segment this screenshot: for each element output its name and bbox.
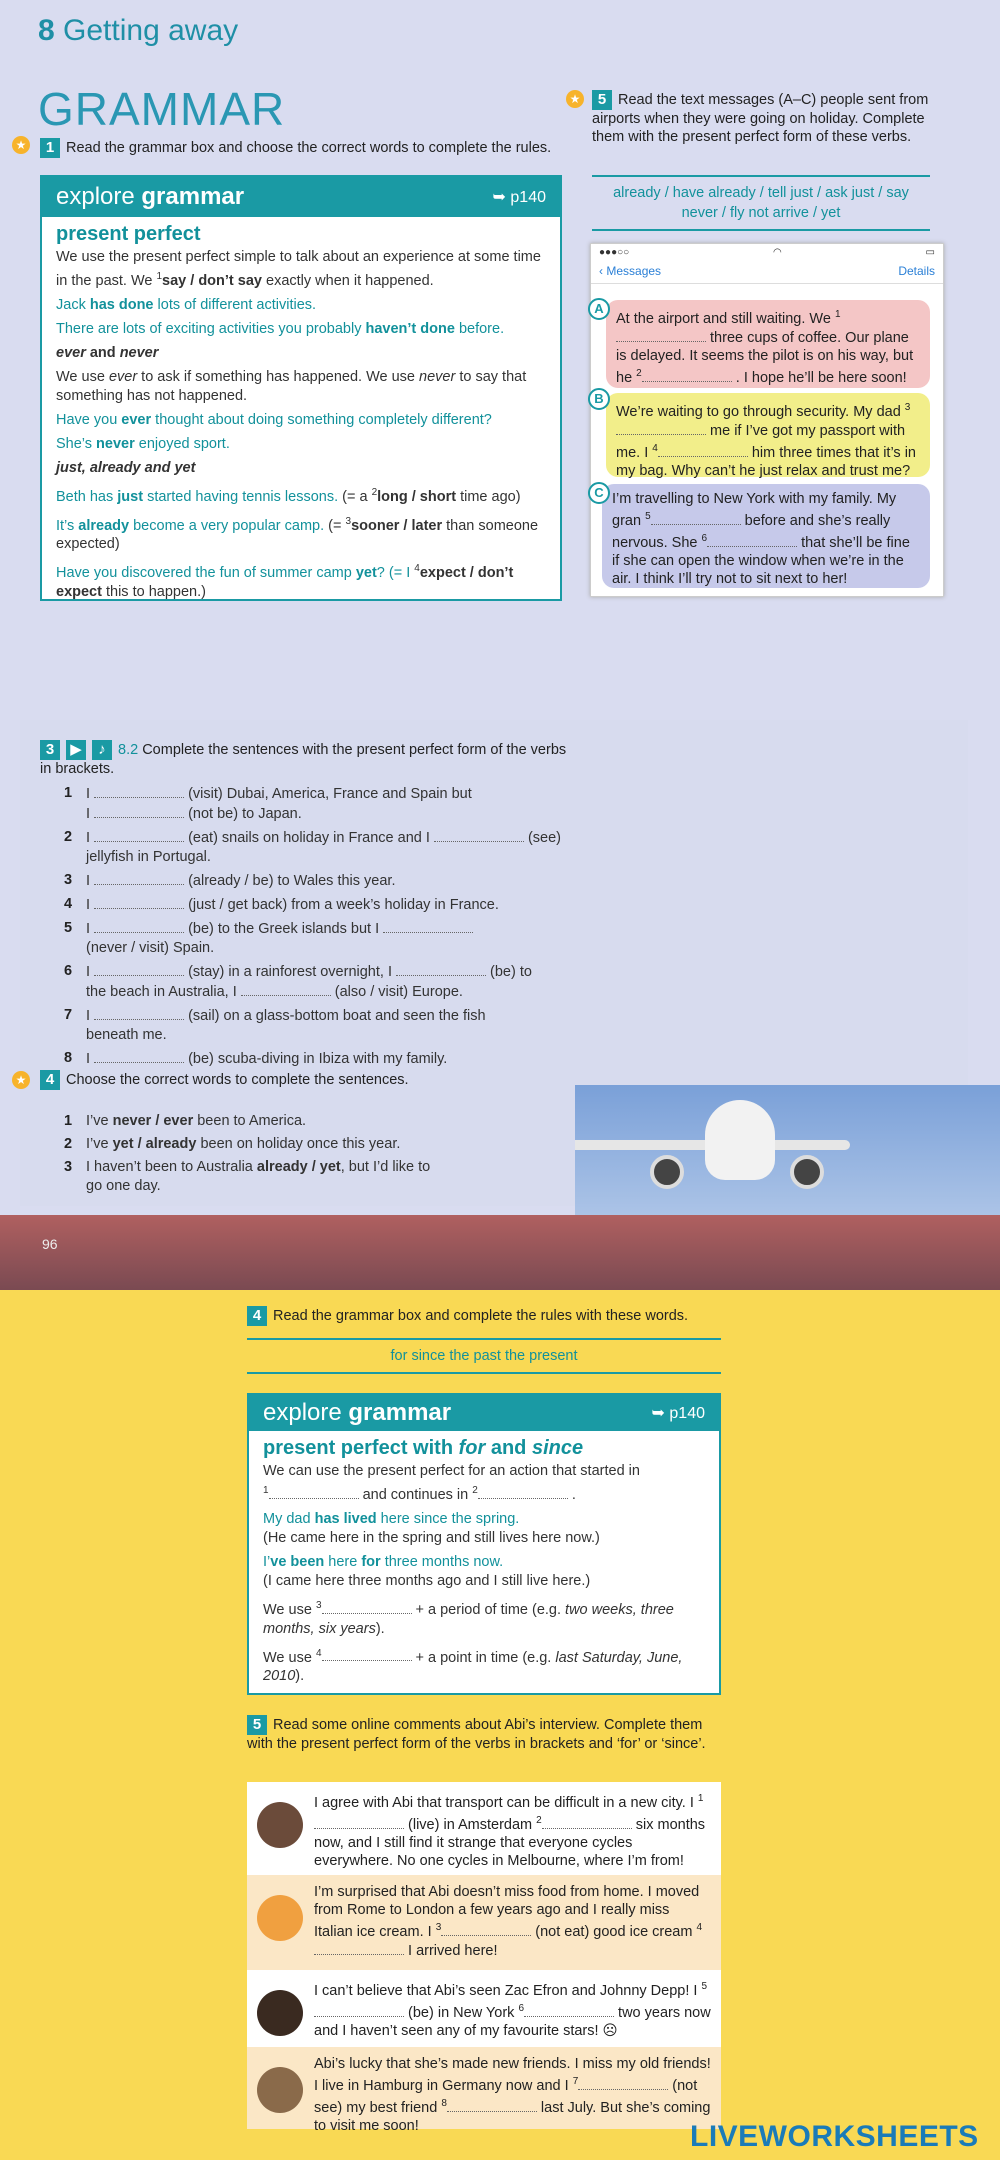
audio-icon[interactable]: ♪ — [92, 740, 112, 760]
exercise-3-list — [64, 784, 584, 1073]
blank-2[interactable] — [642, 368, 732, 382]
blank-4[interactable] — [658, 443, 748, 457]
list-item: 6 I (stay) in a rainforest overnight, I (be) to the beach in Australia, I (also / visit) Europe. — [64, 963, 532, 1000]
grammar-box-header: explore grammar ➥ p140 — [249, 1395, 719, 1431]
blank-3[interactable] — [616, 421, 706, 435]
phone-nav-bar — [591, 262, 943, 284]
message-letter-c: C — [588, 482, 610, 504]
star-icon: ★ — [12, 136, 30, 154]
list-item: 7 I (sail) on a glass-bottom boat and seen the fish beneath me. — [64, 1007, 486, 1043]
message-a: At the airport and still waiting. We $^1$ three cups of coffee. Our plane is delayed. It seems the pilot is on his way, but he $^2$ . I hope he’ll be here soon! — [606, 300, 930, 388]
blank-8[interactable] — [447, 2098, 537, 2112]
blank-2[interactable] — [542, 1815, 632, 1829]
example-f: It’s already become a very popular camp. (= $^3$sooner / later than someone expected) — [56, 515, 539, 553]
answer-blank[interactable] — [94, 871, 184, 885]
choice-1[interactable]: say / don’t say — [162, 272, 262, 289]
answer-blank[interactable] — [94, 1006, 184, 1020]
example-a: My dad has lived here since the spring. (He came here in the spring and still lives here now.) — [263, 1510, 600, 1546]
example-d: She’s never enjoyed sport. — [56, 435, 230, 452]
exercise-1-instruction: 1 Read the grammar box and choose the correct words to complete the rules. — [40, 138, 560, 158]
rule-3: We use $^4$ + a point in time (e.g. last Saturday, June, 2010). — [263, 1647, 683, 1685]
list-item: 3 I (already / be) to Wales this year. — [64, 872, 396, 889]
choice-4[interactable]: expect / don’t expect — [56, 565, 514, 601]
answer-blank[interactable] — [94, 895, 184, 909]
choice[interactable]: never / ever — [112, 1113, 194, 1129]
runway-ground — [0, 1215, 1000, 1290]
grammar-subtitle: present perfect — [56, 223, 201, 245]
answer-blank[interactable] — [94, 919, 184, 933]
star-icon: ★ — [566, 90, 584, 108]
answer-blank[interactable] — [94, 804, 184, 818]
grammar-box-header: explore grammar ➥ p140 — [42, 177, 560, 217]
answer-blank[interactable] — [434, 828, 524, 842]
answer-blank[interactable] — [94, 962, 184, 976]
message-letter-b: B — [588, 388, 610, 410]
choice[interactable]: yet / already — [112, 1136, 197, 1152]
message-letter-a: A — [588, 298, 610, 320]
exercise-5b-instruction: 5 Read some online comments about Abi’s interview. Complete them with the present perfect form of the verbs in brackets and ‘for’ or ‘since’. — [247, 1716, 706, 1752]
exercise-4b-instruction: 4 Read the grammar box and complete the rules with these words. — [247, 1306, 727, 1326]
blank-6[interactable] — [524, 2003, 614, 2017]
choice-3[interactable]: sooner / later — [351, 517, 443, 534]
exercise-5a-instruction: 5 Read the text messages (A–C) people sent from airports when they were going on holiday. Complete them with the present perfect form of these verbs. — [592, 91, 929, 145]
list-item: 3 I haven’t been to Australia already / yet, but I’d like to go one day. — [64, 1159, 431, 1194]
answer-blank[interactable] — [383, 919, 473, 933]
blank-1[interactable] — [314, 1815, 404, 1829]
blank-7[interactable] — [578, 2076, 668, 2090]
answer-blank[interactable] — [241, 982, 331, 996]
word-box-verbs: already / have already / tell just / ask just / say never / fly not arrive / yet — [592, 175, 930, 231]
video-icon[interactable]: ▶ — [66, 740, 86, 760]
star-icon: ★ — [12, 1071, 30, 1089]
list-item: 4 I (just / get back) from a week’s holiday in France. — [64, 896, 499, 913]
blank-1[interactable] — [616, 328, 706, 342]
answer-blank[interactable] — [94, 1049, 184, 1063]
chevron-left-icon: ‹ — [599, 264, 607, 278]
engine-icon — [650, 1155, 684, 1189]
list-item: 2 I’ve yet / already been on holiday once this year. — [64, 1136, 401, 1152]
exercise-4a-list — [64, 1112, 444, 1200]
example-b: I’ve been here for three months now. (I came here three months ago and I still live here.) — [263, 1553, 591, 1589]
grammar-subtitle: present perfect with for and since — [263, 1437, 584, 1459]
rule-2: We use ever to ask if something has happened. We use never to say that something has not happened. — [56, 368, 527, 404]
blank-5[interactable] — [651, 511, 741, 525]
comment-4: Abi’s lucky that she’s made new friends. I miss my old friends! I live in Hamburg in Germany now and I $^7$ (not see) my best friend $^8$ last July. But she’s coming to visit me soon! — [247, 2047, 721, 2129]
details-button[interactable]: Details — [898, 264, 935, 278]
comment-2: I’m surprised that Abi doesn’t miss food from home. I moved from Rome to London a few years ago and I really miss Italian ice cream. I $^3$ (not eat) good ice cream $^4$ I arrived here! — [247, 1875, 721, 1970]
avatar — [257, 2067, 303, 2113]
unit-title: 8 Getting away — [38, 14, 239, 47]
choice[interactable]: already / yet — [256, 1159, 341, 1175]
exercise-4a-instruction: 4 Choose the correct words to complete the sentences. — [40, 1070, 560, 1090]
blank-5[interactable] — [314, 2003, 404, 2017]
blank-2[interactable] — [478, 1485, 568, 1499]
blank-3[interactable] — [441, 1922, 531, 1936]
list-item: 5 I (be) to the Greek islands but I (never / visit) Spain. — [64, 919, 584, 958]
grammar-box-present-perfect — [40, 175, 562, 601]
blank-6[interactable] — [707, 533, 797, 547]
avatar — [257, 1895, 303, 1941]
message-b: We’re waiting to go through security. My dad $^3$ me if I’ve got my passport with me. I $^4$ him three times that it’s in my bag. Why can’t he just relax and trust me? — [606, 393, 930, 477]
section-heading: GRAMMAR — [38, 83, 286, 135]
page-number: 96 — [42, 1236, 58, 1252]
example-g: Have you discovered the fun of summer camp yet? (= I $^4$expect / don’t expect this to happen.) — [56, 563, 514, 601]
example-b: There are lots of exciting activities you probably haven’t done before. — [56, 320, 505, 337]
answer-blank[interactable] — [396, 962, 486, 976]
avatar — [257, 1990, 303, 2036]
choice-2[interactable]: long / short — [377, 488, 457, 505]
page-reference-link[interactable]: ➥ p140 — [651, 1405, 705, 1422]
signal-icon: ●●●○○ — [599, 247, 630, 258]
page-reference-link[interactable]: ➥ p140 — [492, 189, 546, 206]
airplane-icon — [705, 1100, 775, 1180]
blank-3[interactable] — [322, 1600, 412, 1614]
back-button[interactable]: ‹ Messages — [599, 264, 662, 278]
avatar — [257, 1802, 303, 1848]
answer-blank[interactable] — [94, 784, 184, 798]
engine-icon — [790, 1155, 824, 1189]
rule-1: We can use the present perfect for an action that started in $^1$ and continues in $^2$ . — [263, 1463, 640, 1503]
list-item: 1 I’ve never / ever been to America. — [64, 1113, 307, 1129]
liveworksheets-logo: LIVEWORKSHEETS — [690, 2120, 979, 2153]
example-a: Jack has done lots of different activities. — [56, 296, 317, 313]
example-c: Have you ever thought about doing something completely different? — [56, 411, 492, 428]
list-item: 2 I (eat) snails on holiday in France and I (see) jellyfish in Portugal. — [64, 829, 561, 865]
rule-2: We use $^3$ + a period of time (e.g. two weeks, three months, six years). — [263, 1599, 674, 1637]
wifi-icon: ◠ — [773, 247, 782, 258]
rule-1: We use the present perfect simple to talk about an experience at some time in the past. We $^1$say / don’t say exactly when it happened. — [56, 249, 541, 289]
word-box-for-since: for since the past the present — [247, 1338, 721, 1374]
comment-3: I can’t believe that Abi’s seen Zac Efron and Johnny Depp! I $^5$ (be) in New York $^6$ two years now and I haven’t seen any of my favourite stars! ☹ — [247, 1970, 721, 2047]
exercise-3-instruction: 3 ▶ ♪ 8.2 Complete the sentences with the present perfect form of the verbs in brackets. — [40, 741, 567, 777]
ever-never-heading: ever and never — [56, 344, 159, 361]
list-item: 8 I (be) scuba-diving in Ibiza with my family. — [64, 1050, 448, 1067]
list-item: 1 I (visit) Dubai, America, France and Spain but I (not be) to Japan. — [64, 785, 472, 822]
just-already-yet-heading: just, already and yet — [56, 459, 196, 476]
example-e: Beth has just started having tennis lessons. (= a $^2$long / short time ago) — [56, 486, 521, 505]
grammar-box-for-since — [247, 1393, 721, 1695]
blank-4[interactable] — [322, 1647, 412, 1661]
comment-1: I agree with Abi that transport can be difficult in a new city. I $^1$ (live) in Amsterdam $^2$ six months now, and I still find it strange that everyone cycles everywhere. No one cycles in Melbourne, where I’m from! — [247, 1782, 721, 1875]
answer-blank[interactable] — [94, 828, 184, 842]
phone-status-bar — [591, 244, 943, 262]
battery-icon: ▭ — [925, 247, 935, 258]
blank-4[interactable] — [314, 1941, 404, 1955]
message-c: I’m travelling to New York with my family. My gran $^5$ before and she’s really nervous. She $^6$ that she’ll be fine if she can open the window when we’re in the air. I think I’ll try not to sit next to her! — [602, 484, 930, 588]
blank-1[interactable] — [269, 1485, 359, 1499]
